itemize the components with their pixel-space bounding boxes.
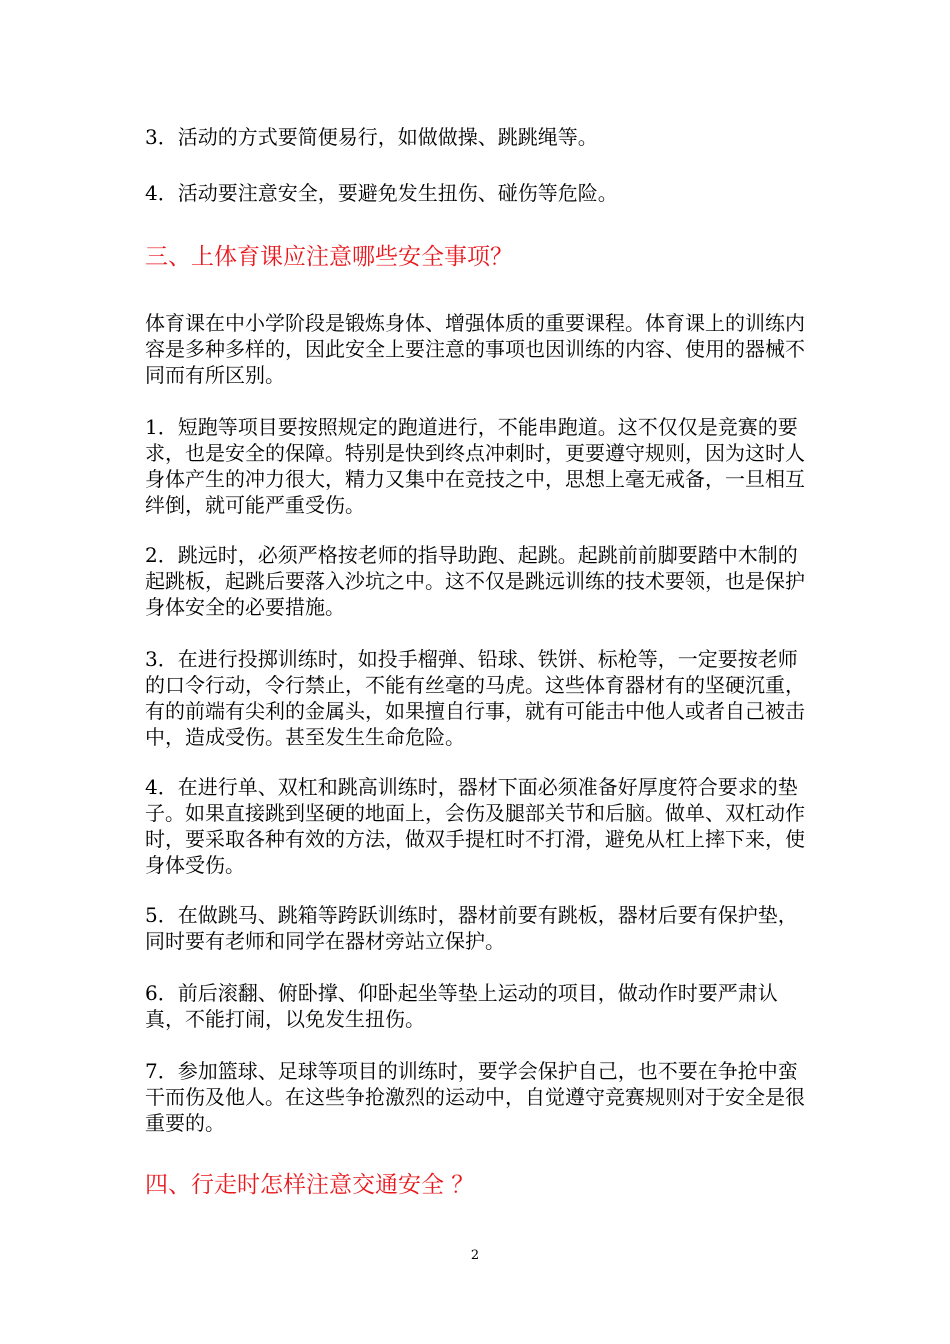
paragraph-pe-6: 6．前后滚翻、俯卧撑、仰卧起坐等垫上运动的项目，做动作时要严肃认真，不能打闹，以免发生扭伤。 [145,981,778,1031]
paragraph-pe-1: 1．短跑等项目要按照规定的跑道进行，不能串跑道。这不仅仅是竞赛的要求，也是安全的保障。特别是快到终点冲刺时，更要遵守规则，因为这时人身体产生的冲力很大，精力又集中在竞技之中，思想上毫无戒备，一旦相互绊倒，就可能严重受伤。 [145,415,805,517]
paragraph-activity-3: 3．活动的方式要简便易行，如做做操、跳跳绳等。 [145,125,598,149]
paragraph-pe-4: 4．在进行单、双杠和跳高训练时，器材下面必须准备好厚度符合要求的垫子。如果直接跳到坚硬的地面上，会伤及腿部关节和后脑。做单、双杠动作时，要采取各种有效的方法，做双手提杠时不打滑，避免从杠上摔下来，使身体受伤。 [145,775,805,877]
paragraph-pe-intro: 体育课在中小学阶段是锻炼身体、增强体质的重要课程。体育课上的训练内容是多种多样的，因此安全上要注意的事项也因训练的内容、使用的器械不同而有所区别。 [145,311,805,387]
section-heading-4: 四、行走时怎样注意交通安全 ？ [145,1172,475,1198]
paragraph-pe-7: 7．参加篮球、足球等项目的训练时，要学会保护自己，也不要在争抢中蛮干而伤及他人。在这些争抢激烈的运动中，自觉遵守竞赛规则对于安全是很重要的。 [145,1059,805,1135]
page-number: 2 [470,1248,480,1263]
paragraph-pe-3: 3．在进行投掷训练时，如投手榴弹、铅球、铁饼、标枪等，一定要按老师的口令行动，令行禁止，不能有丝毫的马虎。这些体育器材有的坚硬沉重，有的前端有尖利的金属头，如果擅自行事，就有可能击中他人或者自己被击中，造成受伤。甚至发生生命危险。 [145,647,805,749]
section-heading-3: 三、上体育课应注意哪些安全事项？ [145,244,513,270]
paragraph-activity-4: 4．活动要注意安全，要避免发生扭伤、碰伤等危险。 [145,181,618,205]
paragraph-pe-5: 5．在做跳马、跳箱等跨跃训练时，器材前要有跳板，器材后要有保护垫，同时要有老师和同学在器材旁站立保护。 [145,903,798,953]
paragraph-pe-2: 2．跳远时，必须严格按老师的指导助跑、起跳。起跳前前脚要踏中木制的起跳板，起跳后要落入沙坑之中。这不仅是跳远训练的技术要领，也是保护身体安全的必要措施。 [145,543,805,619]
